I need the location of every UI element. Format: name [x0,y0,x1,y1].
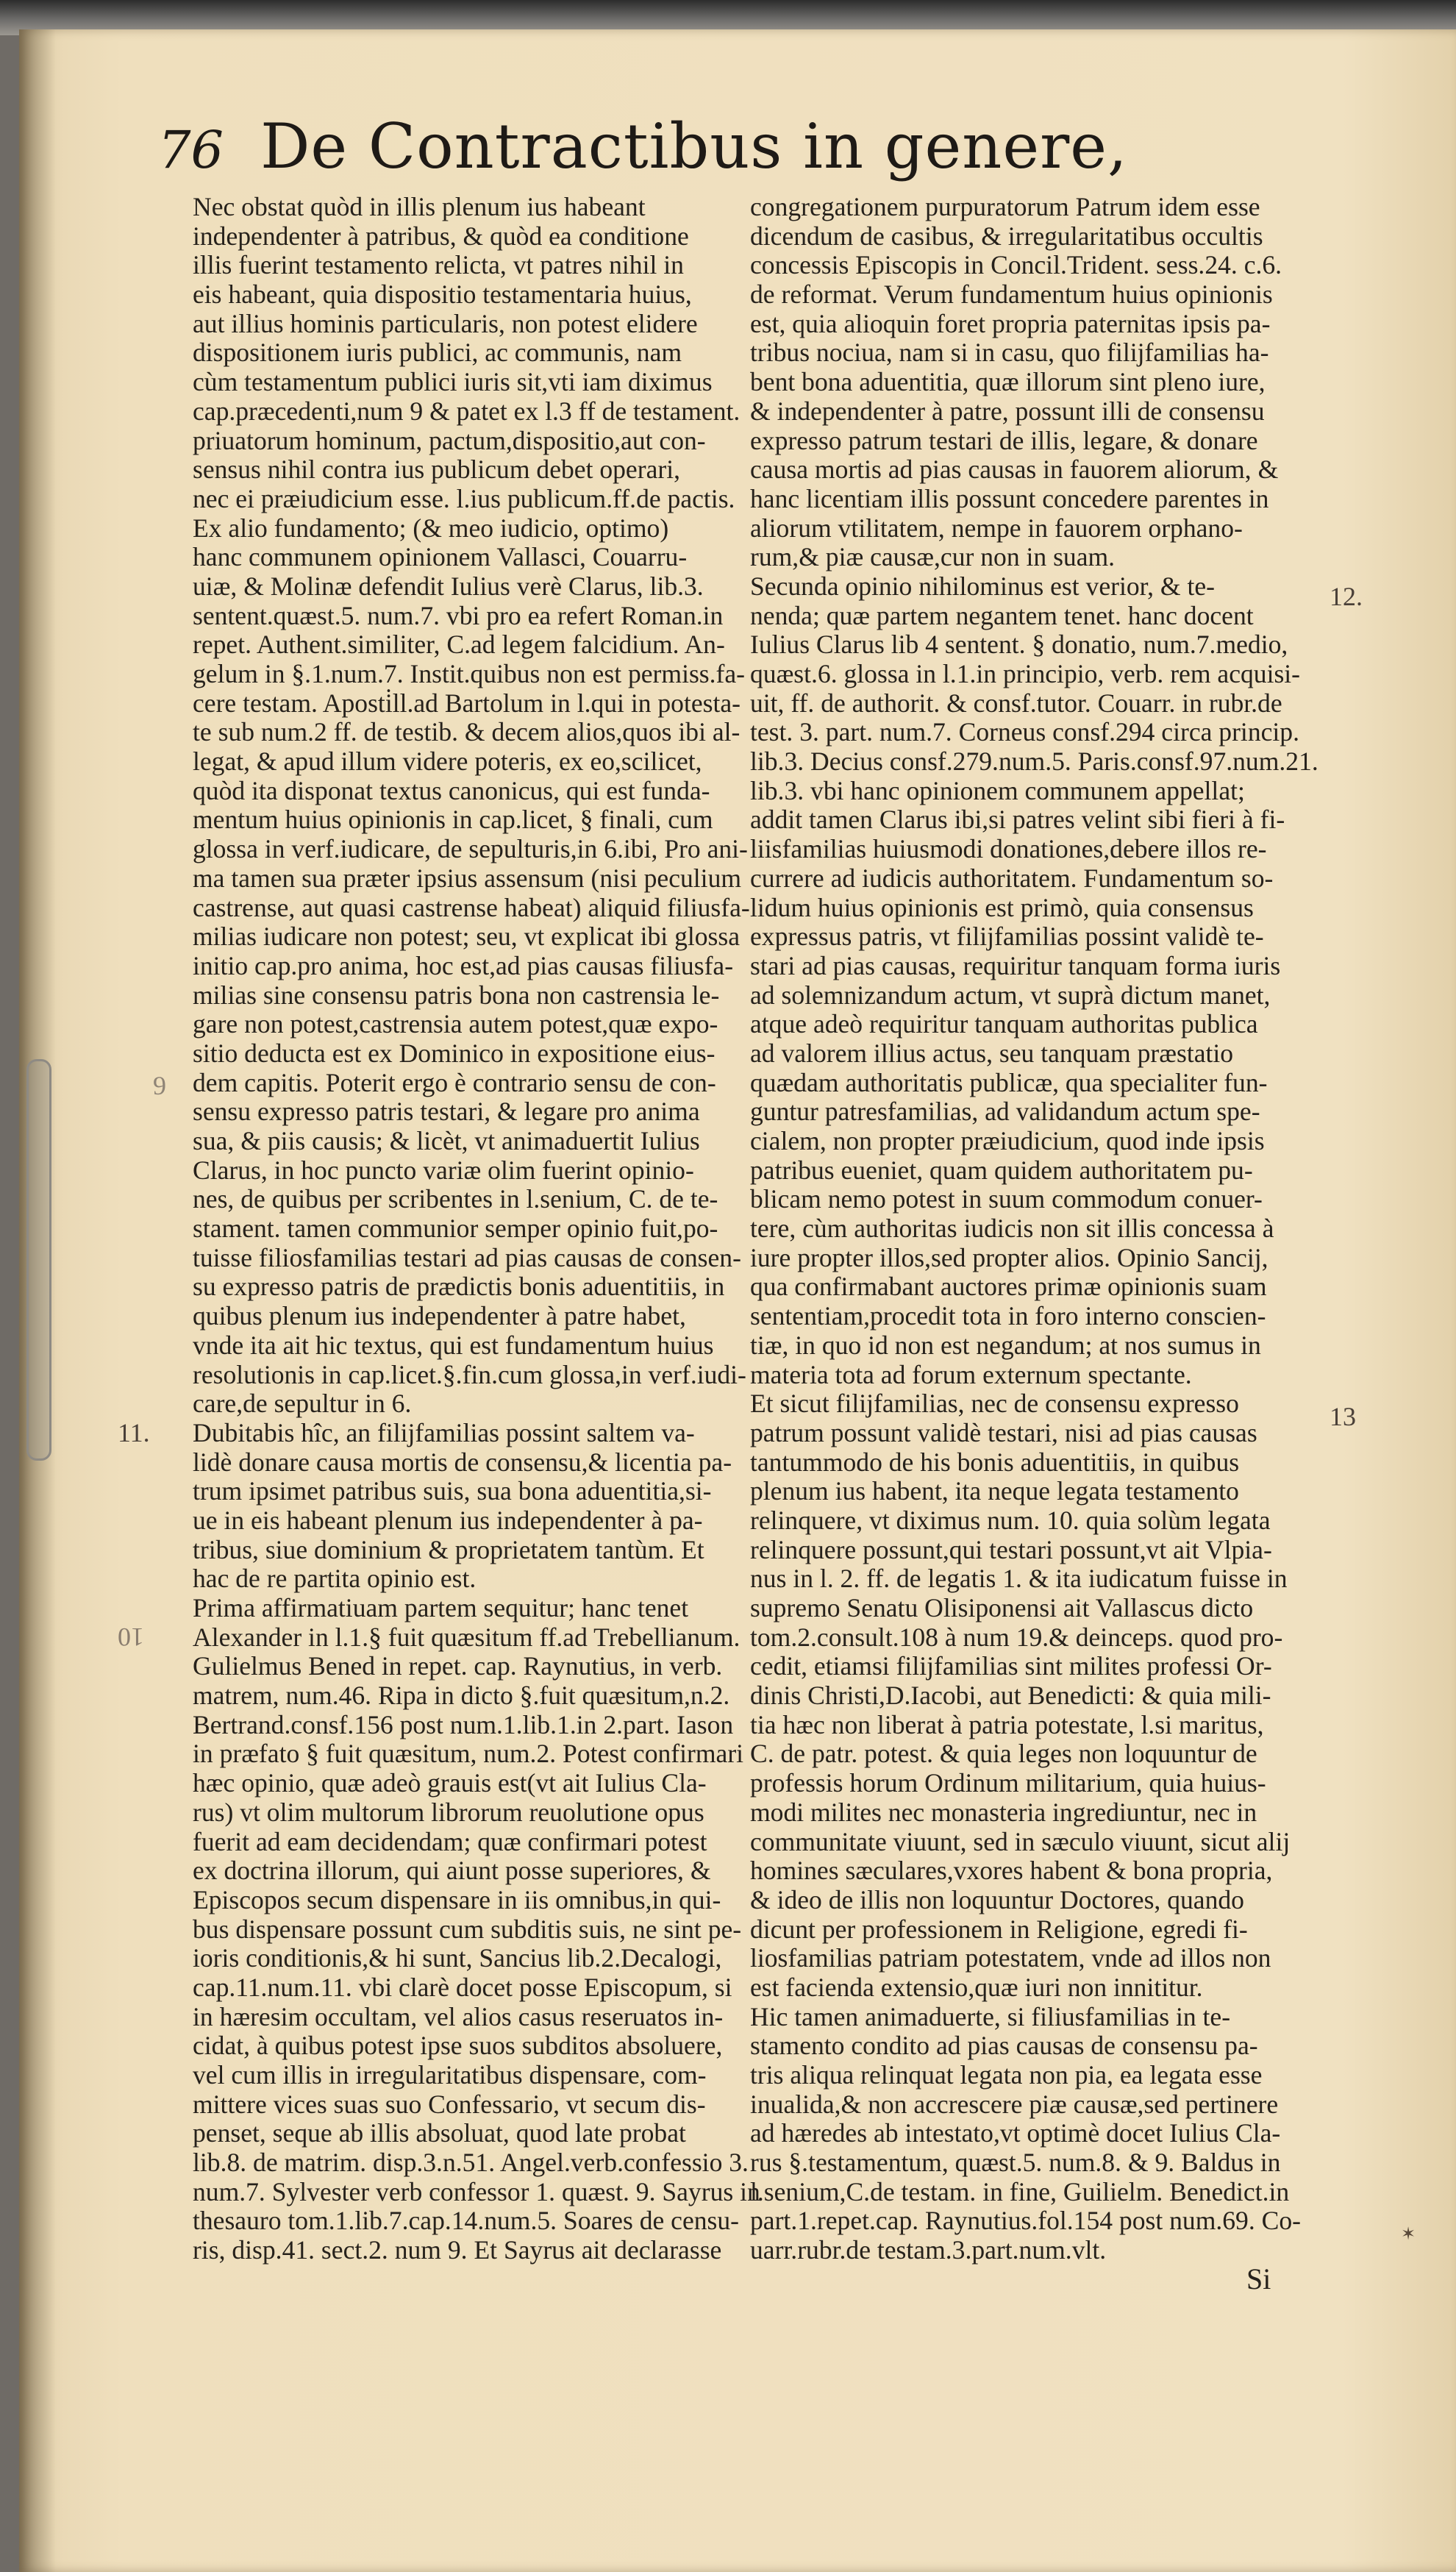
left-column-text-line: ris, disp.41. sect.2. num 9. Et Sayrus ait declarasse [193,2236,722,2265]
right-column-text-line: materia tota ad forum externum spectante. [750,1360,1192,1389]
left-column-text-line: sentent.quæst.5. num.7. vbi pro ea refert Roman.in [193,601,724,630]
right-column-text-line: part.1.repet.cap. Raynutius.fol.154 post num.69. Co- [750,2206,1301,2236]
right-column-text-line: blicam nemo potest in suum commodum conuer- [750,1185,1263,1214]
right-column-text-line: supremo Senatu Olisiponensi ait Vallascus dicto [750,1594,1254,1622]
left-column-text-line: gelum in §.1.num.7. Instit.quibus non est permiss.fa- [193,660,746,688]
right-column-text-line: atque adeò requiritur tanquam authoritas publica [750,1010,1258,1039]
right-column-text-line: lib.3. vbi hanc opinionem communem appellat; [750,776,1245,805]
left-column-text-line: initio cap.pro anima, hoc est,ad pias causas filiusfa- [193,951,734,980]
left-column-text-line: cere testam. Aposti̇ll.ad Bartolum in l.qui in potesta- [193,688,741,718]
left-column-text-line: gare non potest,castrensia autem potest,quæ expo- [193,1010,718,1039]
left-column-text-line: trum ipsimet patribus suis, sua bona aduentitia,si- [193,1477,712,1506]
left-column-text-line: hanc communem opinionem Vallasci, Couarru- [193,543,688,572]
right-column-text-line: hanc licentiam illis possunt concedere parentes in [750,484,1269,513]
right-column-text-line: tiæ, in quo id non est negandum; at nos sumus in [750,1330,1261,1360]
right-column-text-line: guntur patresfamilias, ad validandum actum spe- [750,1097,1260,1127]
right-column-text-line: liisfamilias huiusmodi donationes,debere illos re- [750,835,1267,864]
right-column-text-line: nus in l. 2. ff. de legatis 1. & ita iudicatum fuisse in [750,1564,1288,1594]
left-column-text-line: independenter à patribus, & quòd ea conditione [193,221,689,251]
left-column-text-line: cap.præcedenti,num 9 & patet ex l.3 ff de testament. [193,396,741,426]
right-column-text-line: iure propter illos,sed propter alios. Opinio Sancij, [750,1243,1268,1272]
left-column-text-line: resolutionis in cap.licet.§.fin.cum glossa,in verf.iudi- [193,1360,746,1389]
left-column-text-line: milias sine consensu patris bona non castrensia le- [193,980,720,1010]
left-column-text-line: uiæ, & Molinæ defendit Iulius verè Clarus, lib.3. [193,571,704,601]
left-column-text-line: mentum huius opinionis in cap.licet, § finali, cum [193,805,713,835]
right-column-text-line: communitate viuunt, sed in sæculo viuunt, sicut alij [750,1827,1291,1856]
right-column-text-line: tia hæc non liberat à patria potestate, l.si maritus, [750,1710,1264,1739]
left-column-text-line: ioris conditionis,& hi sunt, Sancius lib.2.Decalogi, [193,1944,722,1973]
left-column-text-line: Nec obstat quòd in illis plenum ius habeant [193,193,646,221]
left-column-text-line: Clarus, in hoc puncto variæ olim fuerint opinio- [193,1155,694,1185]
right-column-text-line: qua confirmabant auctores primæ opinionis suam [750,1272,1267,1302]
right-column-text-line: nenda; quæ partem negantem tenet. hanc docent [750,601,1254,630]
right-column-text-line: lib.3. Decius consf.279.num.5. Paris.consf.97.num.21. [750,747,1318,777]
margin-number-10: 10 [118,1622,144,1652]
left-column-text-line: aut illius hominis particularis, non potest elidere [193,309,698,338]
left-column-text-line: cùm testamentum publici iuris sit,vti iam diximus [193,368,713,397]
left-column-text-line: eis habeant, quia dispositio testamentaria huius, [193,280,692,310]
left-column-text-line: nes, de quibus per scribentes in l.senium, C. de te- [193,1185,718,1214]
right-column-text-line: addit tamen Clarus ibi,si patres velint sibi fieri à fi- [750,805,1285,835]
right-column-text-line: dicendum de casibus, & irregularitatibus occultis [750,221,1263,251]
left-column-text-line: glossa in verf.iudicare, de sepulturis,in 6.ibi, Pro ani- [193,835,748,864]
left-column-text-line: legat, & apud illum videre poteris, ex eo,scilicet, [193,747,702,777]
right-column-text-line: C. de patr. potest. & quia leges non loquuntur de [750,1739,1257,1769]
right-column-text-line: ad solemnizandum actum, vt suprà dictum manet, [750,980,1271,1010]
right-column-text-line: rus §.testamentum, quæst.5. num.8. & 9. Baldus in [750,2148,1281,2178]
right-column-text-line: rum,& piæ causæ,cur non in suam. [750,543,1116,572]
right-column-text-line: expresso patrum testari de illis, legare, & donare [750,426,1258,455]
running-head [158,110,1128,191]
left-column-text-line: num.7. Sylvester verb confessor 1. quæst. 9. Sayrus in [193,2177,760,2206]
left-column-text-line: Gulielmus Bened in repet. cap. Raynutius, in verb. [193,1652,723,1681]
left-column-text-line: bus dispensare possunt cum subditis suis, ne sint pe- [193,1914,742,1944]
right-column-text-line: Et sicut filijfamilias, nec de consensu expresso [750,1389,1239,1419]
right-column-text-line: est facienda extensio,quæ iuri non innititur. [750,1973,1203,2002]
right-column-text-line: aliorum vtilitatem, nempe in fauorem orphano- [750,513,1243,543]
right-column-text-line: dinis Christi,D.Iacobi, aut Benedicti: & quia mili- [750,1681,1271,1711]
right-column-text-line: cedit, etiamsi filijfamilias sint milites professi Or- [750,1652,1272,1681]
left-column-text-line: te sub num.2 ff. de testib. & decem alios,quos ibi al- [193,718,741,747]
right-column-text-line: patrum possunt validè testari, nisi ad pias causas [750,1418,1257,1447]
right-column-text-line: modi milites nec monasteria ingrediuntur, nec in [750,1798,1257,1827]
left-column-text-line: milias iudicare non potest; seu, vt explicat ibi glossa [193,922,741,952]
right-column-text-line: test. 3. part. num.7. Corneus consf.294 circa princip. [750,718,1299,747]
left-column [193,193,792,2265]
left-column-text-line: priuatorum hominum, pactum,dispositio,aut con- [193,426,706,455]
left-column-text-line: sitio deducta est ex Dominico in expositione eius- [193,1039,715,1068]
left-column-text-line: tribus, siue dominium & proprietatem tantùm. Et [193,1535,704,1564]
right-column-text-line: concessis Episcopis in Concil.Trident. sess.24. c.6. [750,251,1282,280]
right-column-text-line: dicunt per professionem in Religione, egredi fi- [750,1914,1248,1944]
left-column-text-line: rus) vt olim multorum librorum reuolutione opus [193,1798,704,1827]
ink-mark-icon: ✶ [1401,2223,1416,2244]
left-column-text-line: vel cum illis in irregularitatibus dispensare, com- [193,2061,707,2090]
left-column-text-line: ue in eis habeant plenum ius independenter à pa- [193,1506,703,1535]
left-column-text-line: Ex alio fundamento; (& meo iudicio, optimo) [193,513,669,543]
left-column-text-line: Dubitabis hîc, an filijfamilias possint saltem va- [193,1418,695,1447]
left-column-text-line: matrem, num.46. Ripa in dicto §.fuit quæsitum,n.2. [193,1681,730,1711]
right-column-text-line: Hic tamen animaduerte, si filiusfamilias in te- [750,2002,1231,2031]
right-column-text-line: congregationem purpuratorum Patrum idem esse [750,193,1260,221]
right-column-text-line: Iulius Clarus lib 4 sentent. § donatio, num.7.medio, [750,630,1288,660]
right-column-text-line: sententiam,procedit tota in foro interno conscien- [750,1302,1266,1331]
page-clip [26,1059,51,1461]
right-column [750,193,1364,2265]
right-column-text-line: cialem, non propter præiudicium, quod inde ipsis [750,1127,1265,1155]
right-column-text-line: inualida,& non accrescere piæ causæ,sed pertinere [750,2090,1279,2119]
right-column-text-line: bent bona aduentitia, quæ illorum sint pleno iure, [750,368,1266,397]
left-column-text-line: hac de re partita opinio est. [193,1564,477,1594]
left-column-text-line: nec ei præiudicium esse. l.ius publicum.ff.de pactis. [193,484,735,513]
left-column-text-line: ex doctrina illorum, qui aiunt posse superiores, & [193,1856,711,1886]
right-column-text-line: professis horum Ordinum militarium, quia huius- [750,1769,1266,1798]
right-column-text-line: de reformat. Verum fundamentum huius opinionis [750,280,1273,310]
right-column-text-line: tom.2.consult.108 à num 19.& deinceps. quod pro- [750,1622,1283,1652]
right-column-text-line: quædam authoritatis publicæ, qua specialiter fun- [750,1068,1268,1097]
right-column-text-line: uarr.rubr.de testam.3.part.num.vlt. [750,2236,1107,2265]
left-column-text-line: dem capitis. Poterit ergo è contrario sensu de con- [193,1068,716,1097]
left-column-text-line: ma tamen sua præter ipsius assensum (nisi peculium [193,863,742,893]
right-column-text-line: lidum huius opinionis est primò, quia consensus [750,893,1254,922]
right-column-text-line: causa mortis ad pias causas in fauorem aliorum, & [750,455,1279,485]
page-number: 76 [158,120,224,180]
right-column-text-line: homines sæculares,vxores habent & bona propria, [750,1856,1273,1886]
left-column-text-line: quibus plenum ius independenter à patre habet, [193,1302,686,1331]
right-column-text-line: tere, cùm authoritas iudicis non sit illis concessa à [750,1214,1274,1244]
right-column-text-line: relinquere possunt,qui testari possunt,vt ait Vlpia- [750,1535,1272,1564]
left-column-text-line: repet. Authent.similiter, C.ad legem falcidium. An- [193,630,725,660]
right-column-text-line: ad hæredes ab intestato,vt optimè docet Iulius Cla- [750,2119,1281,2148]
right-column-text-line: est, quia alioquin foret propria paternitas ipsis pa- [750,309,1271,338]
right-column-text-line: patribus eueniet, quam quidem authoritatem pu- [750,1155,1253,1185]
left-column-text-line: lidè donare causa mortis de consensu,& licentia pa- [193,1447,732,1477]
right-column-text-line: ad valorem illius actus, seu tanquam præstatio [750,1039,1234,1068]
left-column-text-line: penset, seque ab illis absoluat, quod late probat [193,2119,686,2148]
right-column-text-line: liosfamilias patriam potestatem, vnde ad illos non [750,1944,1271,1973]
right-column-text-line: relinquere, vt diximus num. 10. quia solùm legata [750,1506,1271,1535]
left-column-text-line: Bertrand.consf.156 post num.1.lib.1.in 2.part. Iason [193,1710,734,1739]
left-column-text-line: su expresso patris de prædictis bonis aduentitiis, in [193,1272,725,1302]
margin-number-11: 11. [118,1418,150,1447]
left-column-text-line: dispositionem iuris publici, ac communis, nam [193,338,682,368]
right-column-text-line: stari ad pias causas, requiritur tanquam forma iuris [750,951,1281,980]
left-column-text-line: tuisse filiosfamilias testari ad pias causas de consen- [193,1243,741,1272]
margin-number-12: 12. [1330,582,1363,611]
left-column-text-line: mittere vices suas suo Confessario, vt secum dis- [193,2090,706,2119]
left-column-text-line: hæc opinio, quæ adeò grauis est(vt ait Iulius Cla- [193,1769,707,1798]
left-column-text-line: in hæresim occultam, vel alios casus reseruatos in- [193,2002,724,2031]
left-column-text-line: Episcopos secum dispensare in iis omnibus,in qui- [193,1885,721,1914]
left-column-text-line: care,de sepultur in 6. [193,1389,412,1419]
left-column-text-line: Alexander in l.1.§ fuit quæsitum ff.ad Trebellianum. [193,1622,741,1652]
left-column-text-line: quòd ita disponat textus canonicus, qui est funda- [193,776,710,805]
right-column-text-line: tribus nociua, nam si in casu, quo filijfamilias ha- [750,338,1269,368]
left-column-text-line: lib.8. de matrim. disp.3.n.51. Angel.verb.confessio 3. [193,2148,749,2178]
right-column-text-line: stamento condito ad pias causas de consensu pa- [750,2031,1258,2061]
right-column-text-line: plenum ius habent, ita neque legata testamento [750,1477,1239,1506]
left-column-text-line: stament. tamen communior semper opinio fuit,po- [193,1214,718,1244]
right-column-text-line: currere ad iudicis authoritatem. Fundamentum so- [750,863,1274,893]
left-column-text-line: Prima affirmatiuam partem sequitur; hanc tenet [193,1594,689,1622]
right-column-text-line: & ideo de illis non loquuntur Doctores, quando [750,1885,1244,1914]
left-column-text-line: sensu expresso patris testari, & legare pro anima [193,1097,700,1127]
right-column-text-line: Secunda opinio nihilominus est verior, & te- [750,571,1215,601]
right-column-text-line: tris aliqua relinquat legata non pia, ea legata esse [750,2061,1263,2090]
left-column-text-line: in præfato § fuit quæsitum, num.2. Potest confirmari [193,1739,744,1769]
right-column-text-line: l.senium,C.de testam. in fine, Guilielm. Benedict.in [750,2177,1290,2206]
left-column-text-line: sua, & piis causis; & licèt, vt animaduertit Iulius [193,1127,700,1155]
right-column-text-line: & independenter à patre, possunt illi de consensu [750,396,1265,426]
page-title: De Contractibus in genere, [260,110,1128,182]
margin-number-13: 13 [1330,1402,1356,1431]
catchword: Si [1246,2262,1271,2295]
margin-number-9: 9 [153,1071,166,1100]
left-column-text-line: cidat, à quibus potest ipse suos subditos absoluere, [193,2031,723,2061]
left-column-text-line: sensus nihil contra ius publicum debet operari, [193,455,680,485]
left-column-text-line: vnde ita ait hic textus, qui est fundamentum huius [193,1330,714,1360]
left-column-text-line: thesauro tom.1.lib.7.cap.14.num.5. Soares de censu- [193,2206,740,2236]
left-column-text-line: cap.11.num.11. vbi clarè docet posse Episcopum, si [193,1973,732,2002]
right-column-text-line: uit, ff. de authorit. & consf.tutor. Couarr. in rubr.de [750,688,1282,718]
right-column-text-line: quæst.6. glossa in l.1.in principio, verb. rem acquisi- [750,660,1301,688]
left-column-text-line: castrense, aut quasi castrense habeat) aliquid filiusfa- [193,893,750,922]
right-column-text-line: expressus patris, vt filijfamilias possint validè te- [750,922,1264,952]
left-column-text-line: illis fuerint testamento relicta, vt patres nihil in [193,251,684,280]
left-column-text-line: fuerit ad eam decidendam; quæ confirmari potest [193,1827,707,1856]
right-column-text-line: tantummodo de his bonis aduentitiis, in quibus [750,1447,1240,1477]
